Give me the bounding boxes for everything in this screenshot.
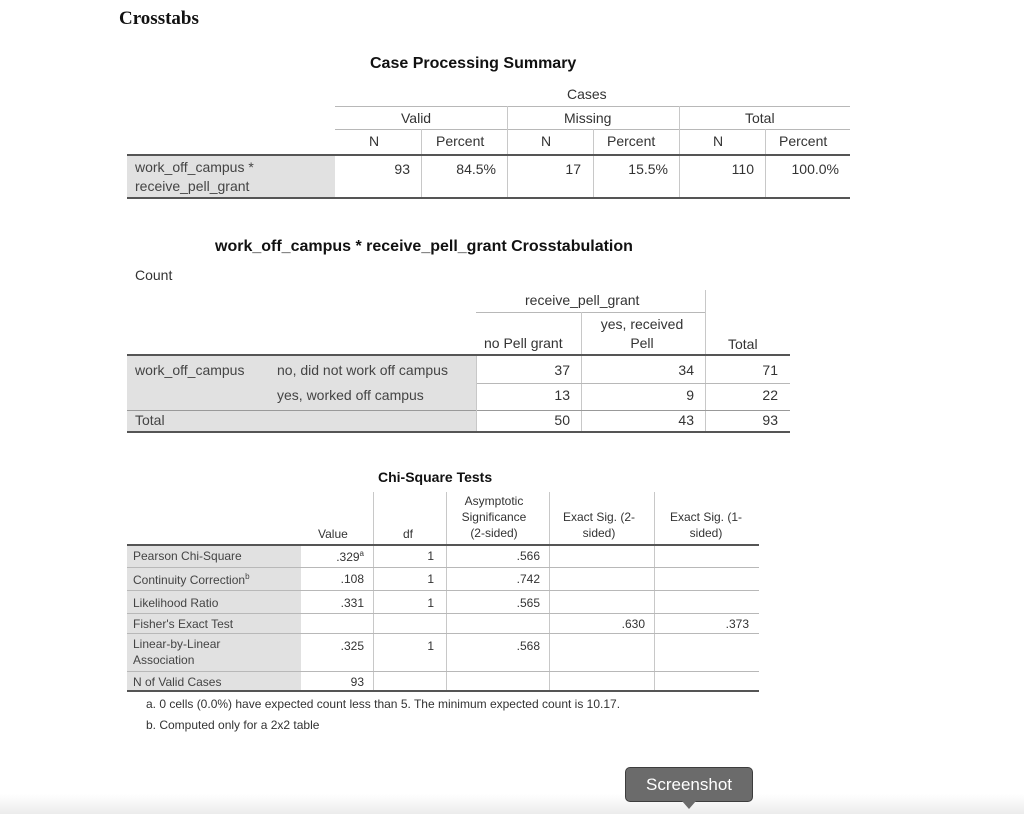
header-exact1-line2: sided) bbox=[689, 526, 723, 540]
likelihood-asymp: .565 bbox=[516, 596, 540, 610]
header-df: df bbox=[403, 527, 414, 541]
cell-no-work-yes-pell: 34 bbox=[678, 362, 694, 378]
likelihood-df: 1 bbox=[427, 596, 434, 610]
column-variable-header: receive_pell_grant bbox=[525, 292, 640, 308]
fisher-exact1: .373 bbox=[725, 617, 749, 631]
pearson-df: 1 bbox=[427, 549, 434, 563]
linear-value: .325 bbox=[340, 639, 364, 653]
screenshot-button[interactable]: Screenshot bbox=[625, 767, 753, 802]
pearson-value: .329$^a$ bbox=[336, 549, 364, 564]
case-value-total-percent: 100.0% bbox=[791, 161, 839, 177]
header-asymp-line2: Significance bbox=[461, 510, 527, 524]
row-label-linear-line1: Linear-by-Linear bbox=[133, 637, 221, 651]
header-exact1-line1: Exact Sig. (1- bbox=[669, 510, 743, 524]
subheader-valid-n: N bbox=[369, 133, 380, 149]
output-heading: Crosstabs bbox=[119, 8, 199, 29]
subheader-missing-percent: Percent bbox=[607, 133, 656, 149]
header-exact2-line1: Exact Sig. (2- bbox=[562, 510, 636, 524]
cell-total-yes-pell: 43 bbox=[678, 412, 694, 428]
row-label-continuity: Continuity Correction$^b$ bbox=[133, 572, 250, 587]
header-yes-received-line2: Pell bbox=[630, 335, 654, 351]
cases-header: Cases bbox=[567, 86, 607, 102]
row-label-linear-line2: Association bbox=[133, 653, 195, 667]
subheader-valid-percent: Percent bbox=[436, 133, 485, 149]
row-category-no-work: no, did not work off campus bbox=[277, 362, 448, 378]
subheader-missing-n: N bbox=[541, 133, 552, 149]
linear-asymp: .568 bbox=[516, 639, 540, 653]
cell-worked-total: 22 bbox=[762, 387, 778, 403]
pearson-asymp: .566 bbox=[516, 549, 540, 563]
header-asymp-line1: Asymptotic bbox=[464, 494, 524, 508]
cell-total-no-pell: 50 bbox=[554, 412, 570, 428]
cell-worked-yes-pell: 9 bbox=[686, 387, 694, 403]
footnote-a: a. 0 cells (0.0%) have expected count less than 5. The minimum expected count is 10.17. bbox=[146, 697, 621, 711]
header-total: Total bbox=[728, 336, 758, 352]
row-label-n-valid: N of Valid Cases bbox=[133, 675, 222, 689]
case-value-total-n: 110 bbox=[731, 161, 754, 177]
footnote-b: b. Computed only for a 2x2 table bbox=[146, 718, 320, 732]
header-exact2-line2: sided) bbox=[582, 526, 616, 540]
header-value: Value bbox=[318, 527, 348, 541]
continuity-value: .108 bbox=[340, 572, 364, 586]
header-asymp-line3: (2-sided) bbox=[470, 526, 518, 540]
case-row-label-line2: receive_pell_grant bbox=[135, 178, 250, 194]
cell-no-work-no-pell: 37 bbox=[554, 362, 570, 378]
subheader-total-n: N bbox=[713, 133, 724, 149]
cell-worked-no-pell: 13 bbox=[554, 387, 570, 403]
case-summary-title: Case Processing Summary bbox=[370, 55, 577, 72]
row-label-likelihood: Likelihood Ratio bbox=[133, 596, 219, 610]
case-value-missing-n: 17 bbox=[565, 161, 581, 177]
case-value-missing-percent: 15.5% bbox=[628, 161, 668, 177]
row-label-fisher: Fisher's Exact Test bbox=[133, 617, 234, 631]
valid-header: Valid bbox=[401, 110, 432, 126]
total-header: Total bbox=[745, 110, 775, 126]
header-yes-received-line1: yes, received bbox=[600, 316, 684, 332]
n-valid-value: 93 bbox=[350, 675, 364, 689]
bottom-bar bbox=[0, 794, 1024, 814]
subheader-total-percent: Percent bbox=[779, 133, 828, 149]
continuity-asymp: .742 bbox=[516, 572, 540, 586]
row-label-pearson: Pearson Chi-Square bbox=[133, 549, 242, 563]
crosstab-title: work_off_campus * receive_pell_grant Crosstabulation bbox=[215, 238, 633, 255]
row-total-label: Total bbox=[135, 412, 165, 428]
fisher-exact2: .630 bbox=[621, 617, 645, 631]
row-category-worked: yes, worked off campus bbox=[277, 387, 424, 403]
chi-square-title: Chi-Square Tests bbox=[378, 469, 493, 485]
case-row-label-line1: work_off_campus * bbox=[135, 159, 254, 175]
likelihood-value: .331 bbox=[340, 596, 364, 610]
case-value-valid-percent: 84.5% bbox=[456, 161, 496, 177]
continuity-df: 1 bbox=[427, 572, 434, 586]
header-no-pell-grant: no Pell grant bbox=[484, 335, 563, 351]
screenshot-button-pointer bbox=[682, 801, 696, 809]
missing-header: Missing bbox=[564, 110, 612, 126]
cell-grand-total: 93 bbox=[762, 412, 778, 428]
count-label: Count bbox=[135, 267, 173, 283]
linear-df: 1 bbox=[427, 639, 434, 653]
case-value-valid-n: 93 bbox=[394, 161, 410, 177]
cell-no-work-total: 71 bbox=[762, 362, 778, 378]
row-variable-label: work_off_campus bbox=[135, 362, 245, 378]
